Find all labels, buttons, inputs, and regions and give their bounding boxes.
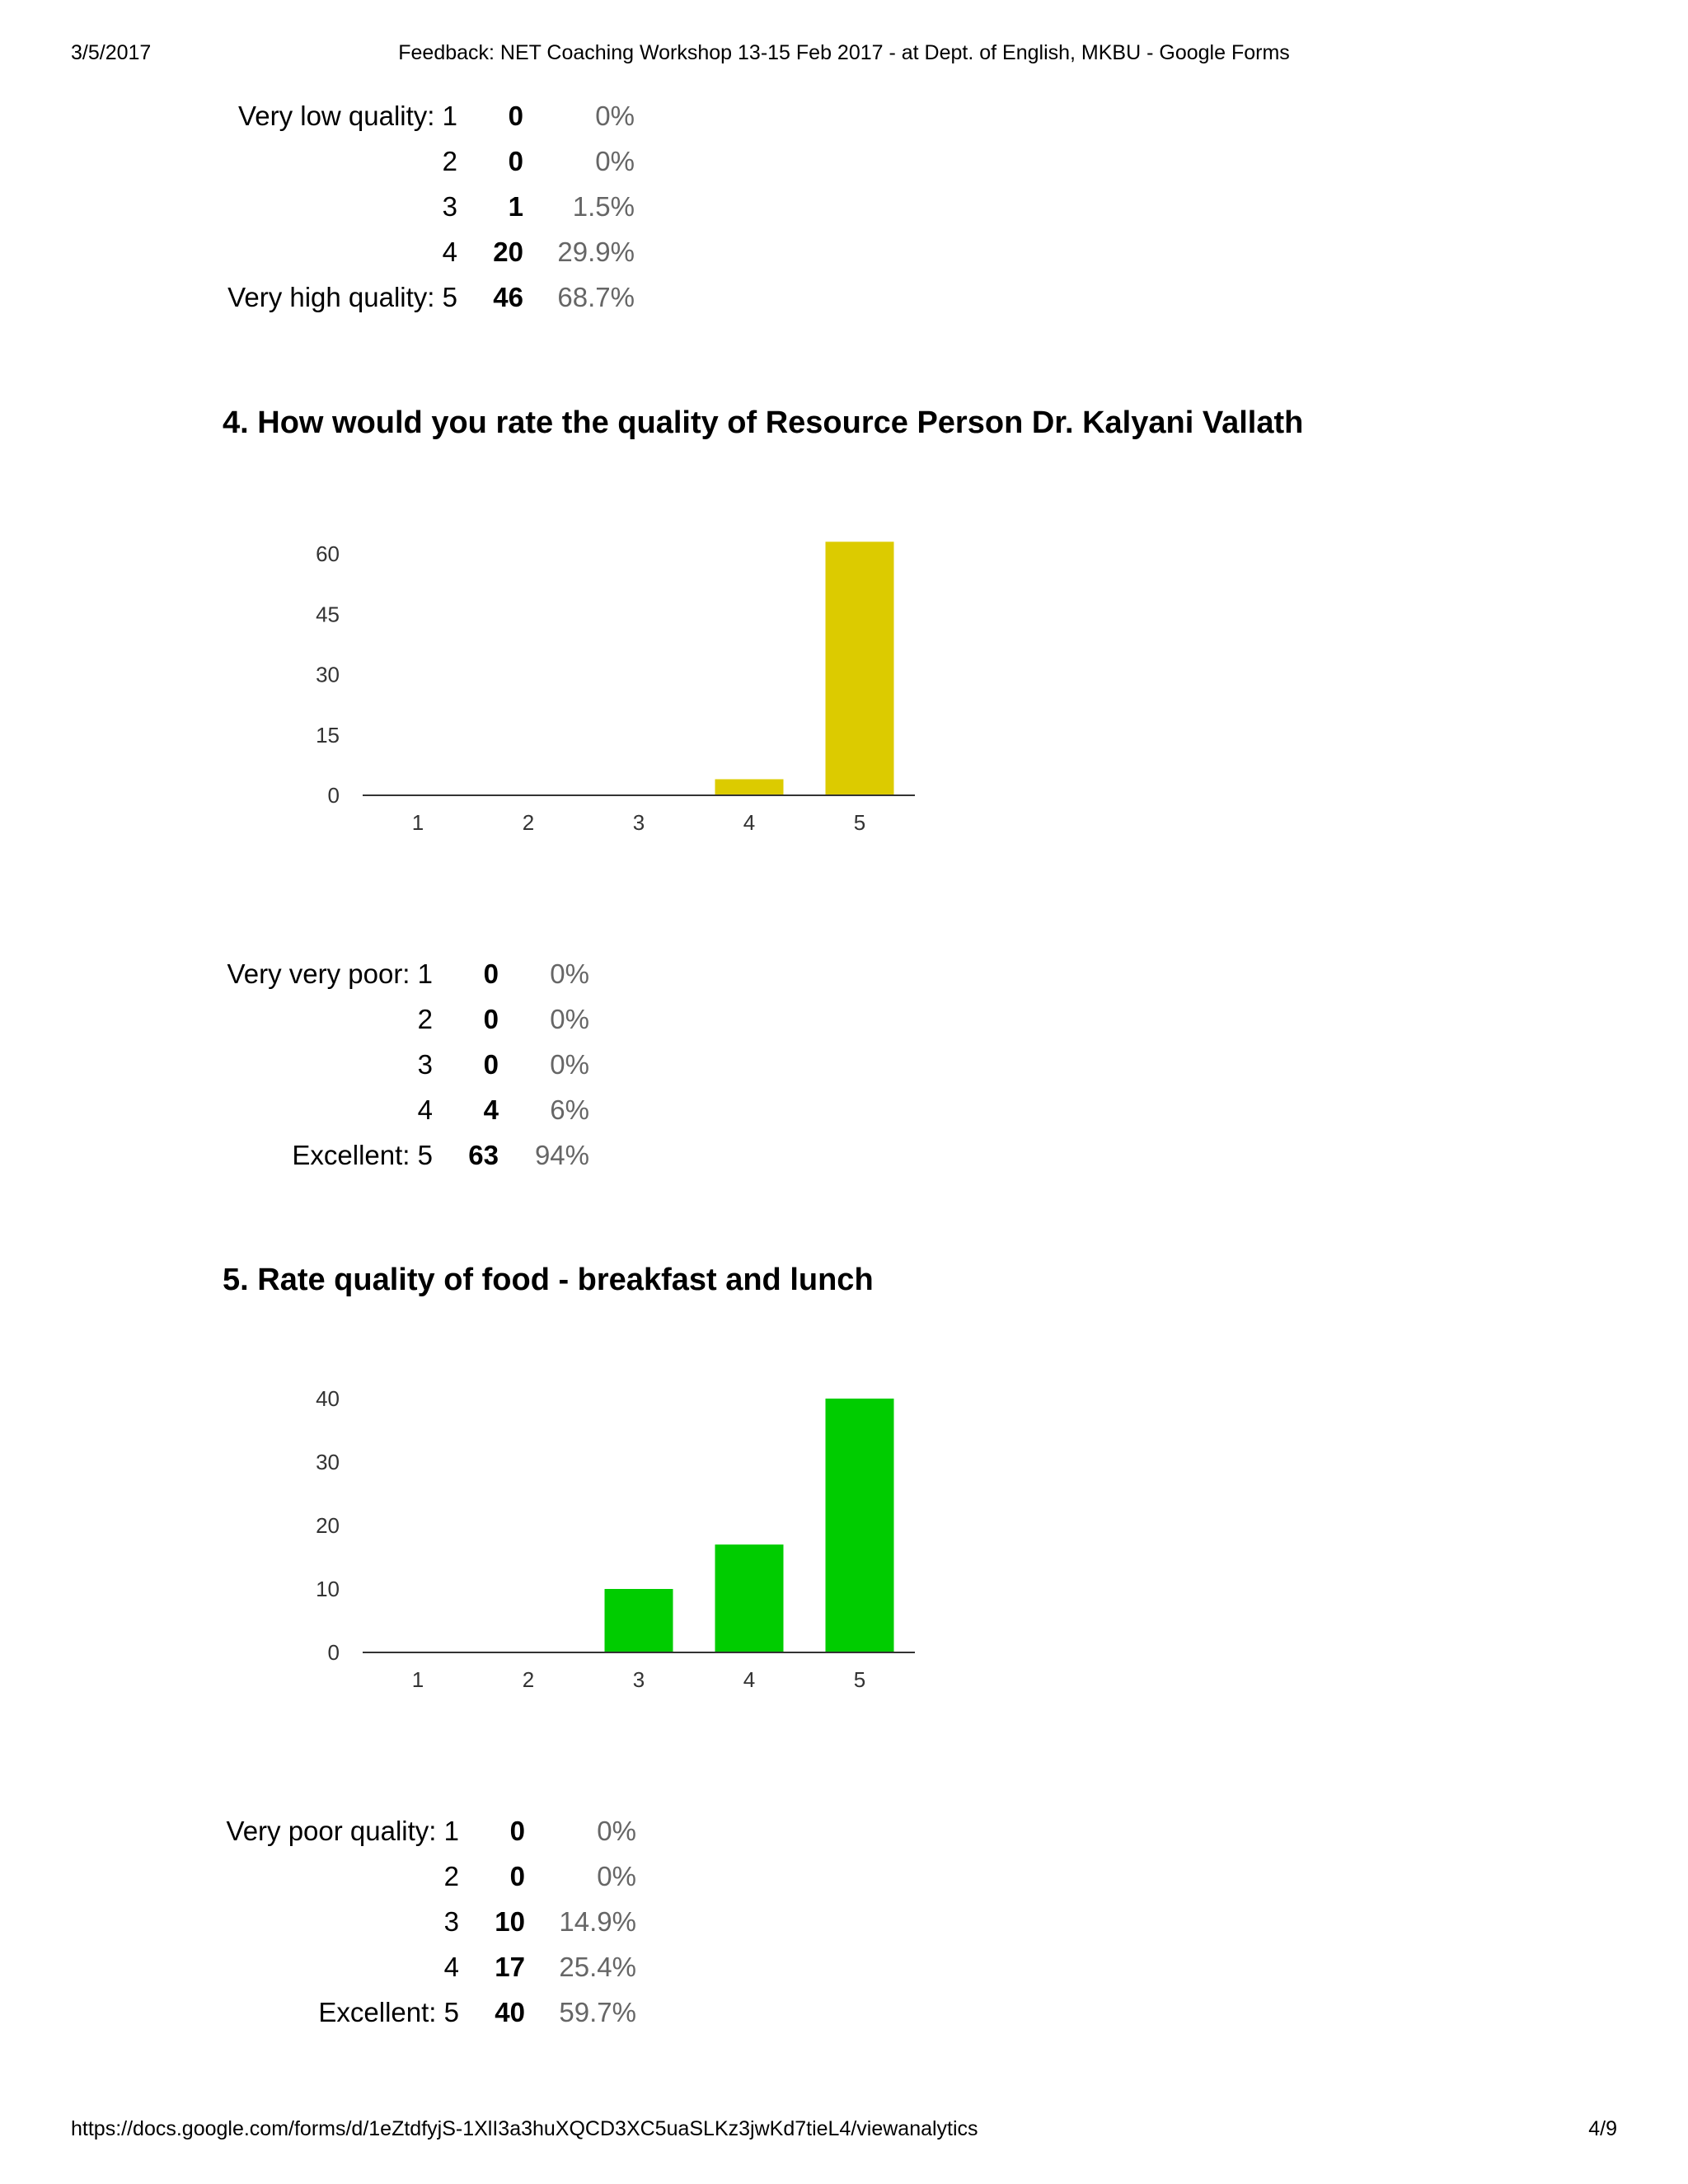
scale-label: 2 <box>443 1861 459 1891</box>
scale-label: 2 <box>417 1004 433 1034</box>
bar-5 <box>826 541 894 795</box>
scale-label: Very low quality: 1 <box>238 101 457 131</box>
table-row <box>223 1944 636 1990</box>
table-row <box>223 1132 589 1178</box>
response-count: 1 <box>508 191 523 222</box>
y-tick-label: 0 <box>327 1640 340 1665</box>
response-count: 20 <box>493 237 523 267</box>
y-tick-label: 20 <box>316 1513 340 1538</box>
question-5-title: 5. Rate quality of food - breakfast and lunch <box>223 1263 874 1297</box>
y-tick-label: 30 <box>316 1450 340 1474</box>
bar-4 <box>715 779 784 795</box>
response-count: 0 <box>509 1816 525 1846</box>
table-row <box>223 1854 636 1899</box>
response-count: 63 <box>468 1140 499 1170</box>
scale-label: 4 <box>443 1952 459 1982</box>
print-date: 3/5/2017 <box>71 41 152 64</box>
x-tick-label: 2 <box>522 1667 535 1690</box>
y-tick-label: 45 <box>316 602 340 627</box>
x-tick-label: 5 <box>853 810 866 835</box>
response-percent: 6% <box>550 1094 589 1125</box>
prev-summary-table <box>223 93 635 320</box>
x-tick-label: 3 <box>632 1667 645 1690</box>
scale-label: Very poor quality: 1 <box>226 1816 459 1846</box>
table-row <box>223 93 635 138</box>
document-title: Feedback: NET Coaching Workshop 13-15 Feb 2017 - at Dept. of English, MKBU - Google Forms <box>398 41 1290 64</box>
scale-label: 4 <box>417 1094 433 1125</box>
table-row <box>223 229 635 274</box>
x-tick-label: 2 <box>522 810 535 835</box>
scale-label: 3 <box>443 1906 459 1937</box>
response-count: 0 <box>509 1861 525 1891</box>
response-percent: 59.7% <box>559 1997 636 2027</box>
scale-label: 2 <box>442 146 457 176</box>
response-count: 0 <box>508 101 523 131</box>
y-tick-label: 40 <box>316 1386 340 1411</box>
scale-label: Excellent: 5 <box>292 1140 433 1170</box>
table-row <box>223 138 635 184</box>
bar-3 <box>605 1589 673 1652</box>
y-tick-label: 10 <box>316 1577 340 1601</box>
response-percent: 1.5% <box>572 191 635 222</box>
x-tick-label: 1 <box>411 1667 424 1690</box>
page-number: 4/9 <box>1588 2117 1617 2140</box>
question-4-title: 4. How would you rate the quality of Resource Person Dr. Kalyani Vallath <box>223 405 1304 440</box>
bar-4 <box>715 1544 784 1652</box>
x-tick-label: 3 <box>632 810 645 835</box>
response-percent: 94% <box>534 1140 589 1170</box>
scale-label: Very very poor: 1 <box>227 958 433 989</box>
y-tick-label: 60 <box>316 541 340 566</box>
response-percent: 0% <box>550 1004 589 1034</box>
scale-label: 4 <box>442 237 457 267</box>
scale-label: 3 <box>442 191 457 222</box>
scale-label: Excellent: 5 <box>318 1997 459 2027</box>
table-row <box>223 184 635 229</box>
response-count: 0 <box>508 146 523 176</box>
response-count: 17 <box>495 1952 525 1982</box>
table-row <box>223 1990 636 2035</box>
response-count: 0 <box>483 1004 499 1034</box>
table-row <box>223 951 589 996</box>
response-percent: 68.7% <box>557 282 635 312</box>
response-percent: 0% <box>595 146 635 176</box>
response-count: 10 <box>495 1906 525 1937</box>
response-percent: 14.9% <box>559 1906 636 1937</box>
scale-label: Very high quality: 5 <box>227 282 457 312</box>
response-percent: 0% <box>550 958 589 989</box>
response-percent: 0% <box>597 1816 636 1846</box>
table-row <box>223 1808 636 1854</box>
x-tick-label: 4 <box>743 810 756 835</box>
table-row <box>223 1087 589 1132</box>
question-4-summary-table <box>223 951 589 1178</box>
x-tick-label: 5 <box>853 1667 866 1690</box>
table-row <box>223 1899 636 1944</box>
y-tick-label: 0 <box>327 783 340 808</box>
table-row <box>223 1042 589 1087</box>
table-row <box>223 274 635 320</box>
question-4-bar-chart <box>297 527 923 849</box>
y-tick-label: 30 <box>316 662 340 687</box>
response-percent: 25.4% <box>559 1952 636 1982</box>
response-count: 4 <box>483 1094 499 1125</box>
y-tick-label: 15 <box>316 722 340 748</box>
response-percent: 0% <box>595 101 635 131</box>
response-percent: 0% <box>550 1049 589 1080</box>
response-percent: 0% <box>597 1861 636 1891</box>
response-count: 0 <box>483 958 499 989</box>
bar-5 <box>826 1399 894 1652</box>
response-count: 40 <box>495 1997 525 2027</box>
scale-label: 3 <box>417 1049 433 1080</box>
question-5-bar-chart <box>297 1385 923 1690</box>
table-row <box>223 996 589 1042</box>
question-5-summary-table <box>223 1808 636 2035</box>
x-tick-label: 1 <box>411 810 424 835</box>
response-count: 0 <box>483 1049 499 1080</box>
page-url: https://docs.google.com/forms/d/1eZtdfyjS-1XlI3a3huXQCD3XC5uaSLKz3jwKd7tieL4/viewanalytics <box>71 2117 978 2140</box>
response-percent: 29.9% <box>557 237 635 267</box>
response-count: 46 <box>493 282 523 312</box>
x-tick-label: 4 <box>743 1667 756 1690</box>
